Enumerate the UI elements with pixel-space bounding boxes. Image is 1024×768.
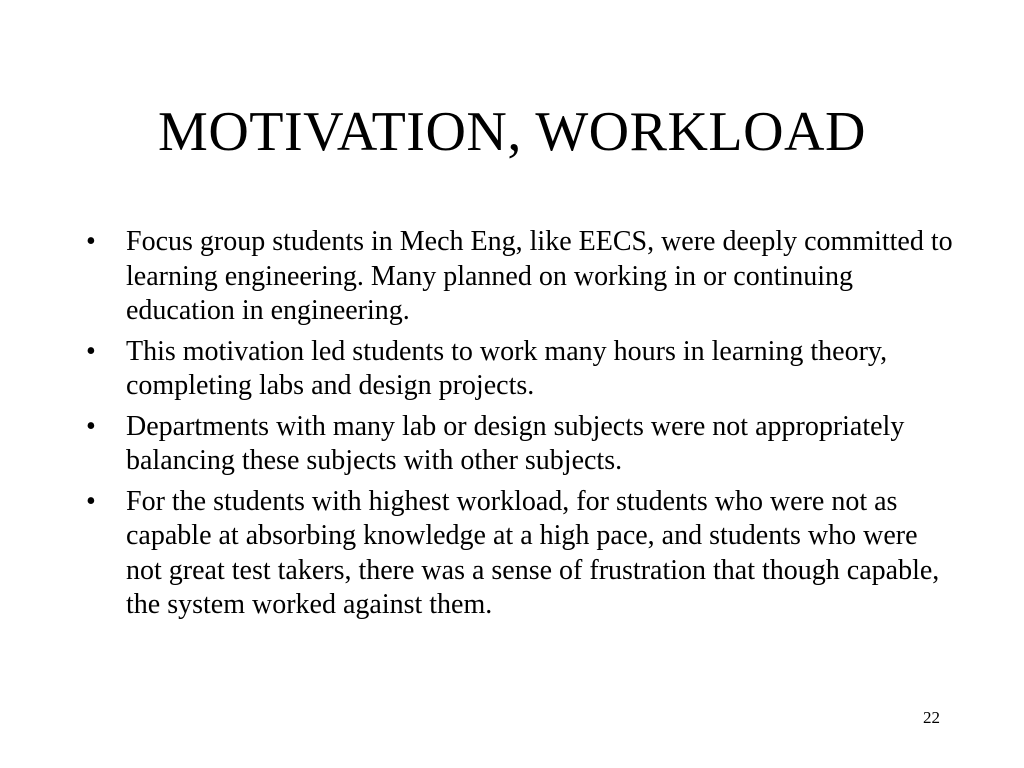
bullet-item bbox=[86, 225, 956, 329]
bullet-text: This motivation led students to work many hours in learning theory, completing labs and design projects. bbox=[126, 335, 888, 401]
page-number: 22 bbox=[923, 708, 940, 727]
bullet-icon: • bbox=[86, 335, 96, 367]
bullet-list bbox=[86, 225, 956, 629]
bullet-icon: • bbox=[86, 410, 96, 442]
bullet-item bbox=[86, 485, 956, 623]
bullet-text: For the students with highest workload, for students who were not as capable at absorbing knowledge at a high pace, and students who were not great test takers, there was a sense of frustration that though capable, the system worked against them. bbox=[126, 485, 940, 620]
bullet-item bbox=[86, 410, 956, 479]
bullet-text: Focus group students in Mech Eng, like EECS, were deeply committed to learning engineering. Many planned on working in or continuing education in engineering. bbox=[126, 226, 953, 326]
bullet-item bbox=[86, 335, 956, 404]
bullet-icon: • bbox=[86, 226, 96, 257]
bullet-text: Departments with many lab or design subjects were not appropriately balancing these subjects with other subjects. bbox=[126, 410, 905, 476]
slide-title: MOTIVATION, WORKLOAD bbox=[158, 101, 866, 163]
bullet-icon: • bbox=[86, 485, 96, 517]
